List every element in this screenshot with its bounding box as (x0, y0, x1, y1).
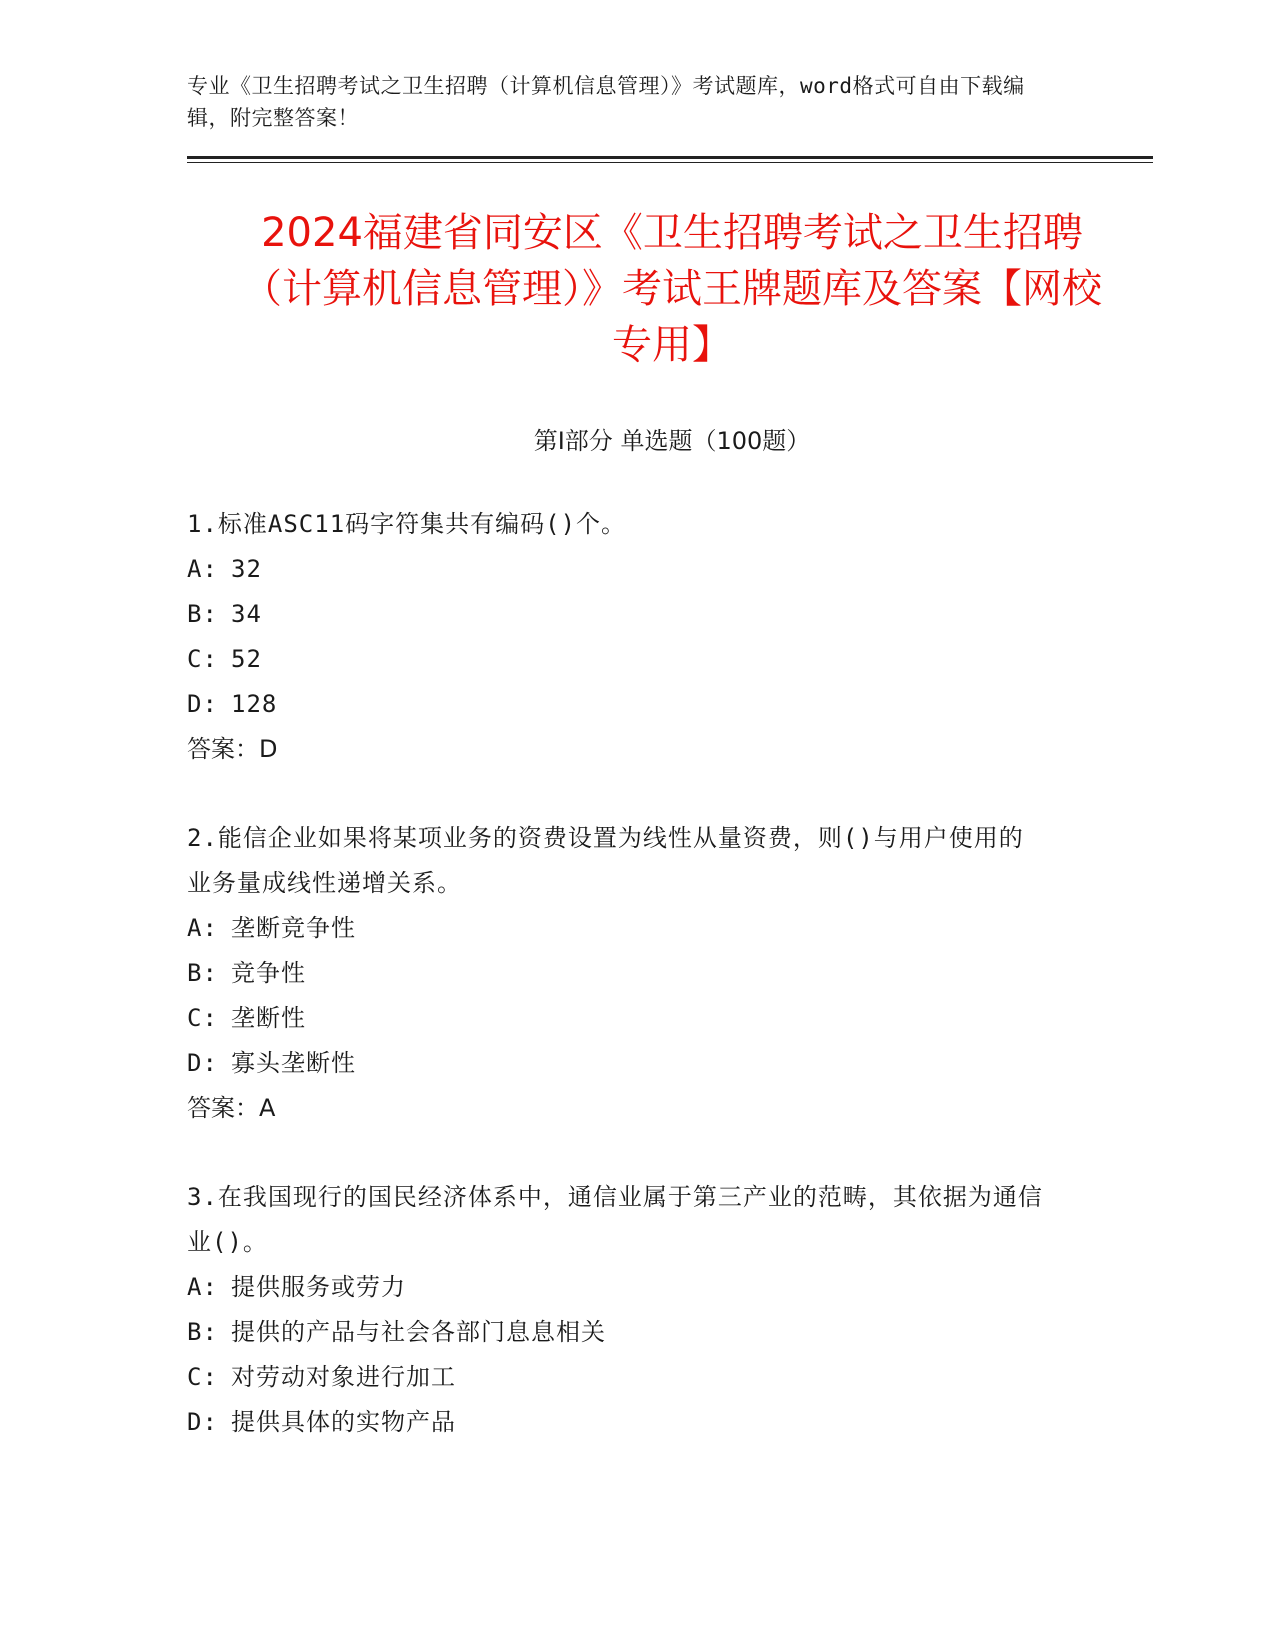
header-rule (187, 156, 1153, 163)
header-rule-thin (187, 162, 1153, 163)
option-text: 对劳动对象进行加工 (231, 1363, 456, 1391)
question-stem: 2.能信企业如果将某项业务的资费设置为线性从量资费，则()与用户使用的业务量成线性递增关系。 (187, 824, 1024, 897)
option-b (187, 1310, 1157, 1355)
option-letter: A: (187, 914, 218, 942)
option-d (187, 682, 1157, 727)
option-a (187, 547, 1157, 592)
document-page (187, 70, 1157, 1489)
option-b (187, 951, 1157, 996)
answer-line: 答案：D (187, 735, 278, 763)
question-stem: 1.标准ASC11码字符集共有编码()个。 (187, 510, 627, 538)
question-3 (187, 1175, 1157, 1445)
option-text: 垄断性 (231, 1004, 306, 1032)
option-a (187, 906, 1157, 951)
option-letter: B: (187, 600, 218, 628)
option-letter: B: (187, 959, 218, 987)
header-note: 专业《卫生招聘考试之卫生招聘（计算机信息管理）》考试题库，word格式可自由下载编辑，附完整答案！ (187, 74, 1025, 130)
option-text: 提供的产品与社会各部门息息相关 (231, 1318, 606, 1346)
option-text: 128 (231, 690, 278, 718)
option-letter: A: (187, 555, 218, 583)
option-text: 提供具体的实物产品 (231, 1408, 456, 1436)
option-text: 寡头垄断性 (231, 1049, 356, 1077)
option-letter: C: (187, 1004, 218, 1032)
option-letter: B: (187, 1318, 218, 1346)
option-letter: A: (187, 1273, 218, 1301)
option-text: 34 (231, 600, 262, 628)
option-text: 垄断竞争性 (231, 914, 356, 942)
option-c (187, 1355, 1157, 1400)
option-a (187, 1265, 1157, 1310)
section-title: 第I部分 单选题（100题） (533, 427, 811, 455)
option-c (187, 996, 1157, 1041)
question-2 (187, 816, 1157, 1131)
question-list (187, 502, 1157, 1445)
option-letter: C: (187, 645, 218, 673)
option-c (187, 637, 1157, 682)
option-d (187, 1041, 1157, 1086)
header-rule-thick (187, 156, 1153, 159)
option-d (187, 1400, 1157, 1445)
option-letter: D: (187, 1049, 218, 1077)
option-letter: D: (187, 690, 218, 718)
document-title: 2024福建省同安区《卫生招聘考试之卫生招聘（计算机信息管理）》考试王牌题库及答案【网校专用】 (242, 210, 1102, 368)
question-stem: 3.在我国现行的国民经济体系中，通信业属于第三产业的范畴，其依据为通信业()。 (187, 1183, 1043, 1256)
option-letter: D: (187, 1408, 218, 1436)
option-text: 32 (231, 555, 262, 583)
option-text: 52 (231, 645, 262, 673)
option-letter: C: (187, 1363, 218, 1391)
option-text: 提供服务或劳力 (231, 1273, 406, 1301)
question-1 (187, 502, 1157, 772)
option-text: 竞争性 (231, 959, 306, 987)
option-b (187, 592, 1157, 637)
answer-line: 答案：A (187, 1094, 276, 1122)
